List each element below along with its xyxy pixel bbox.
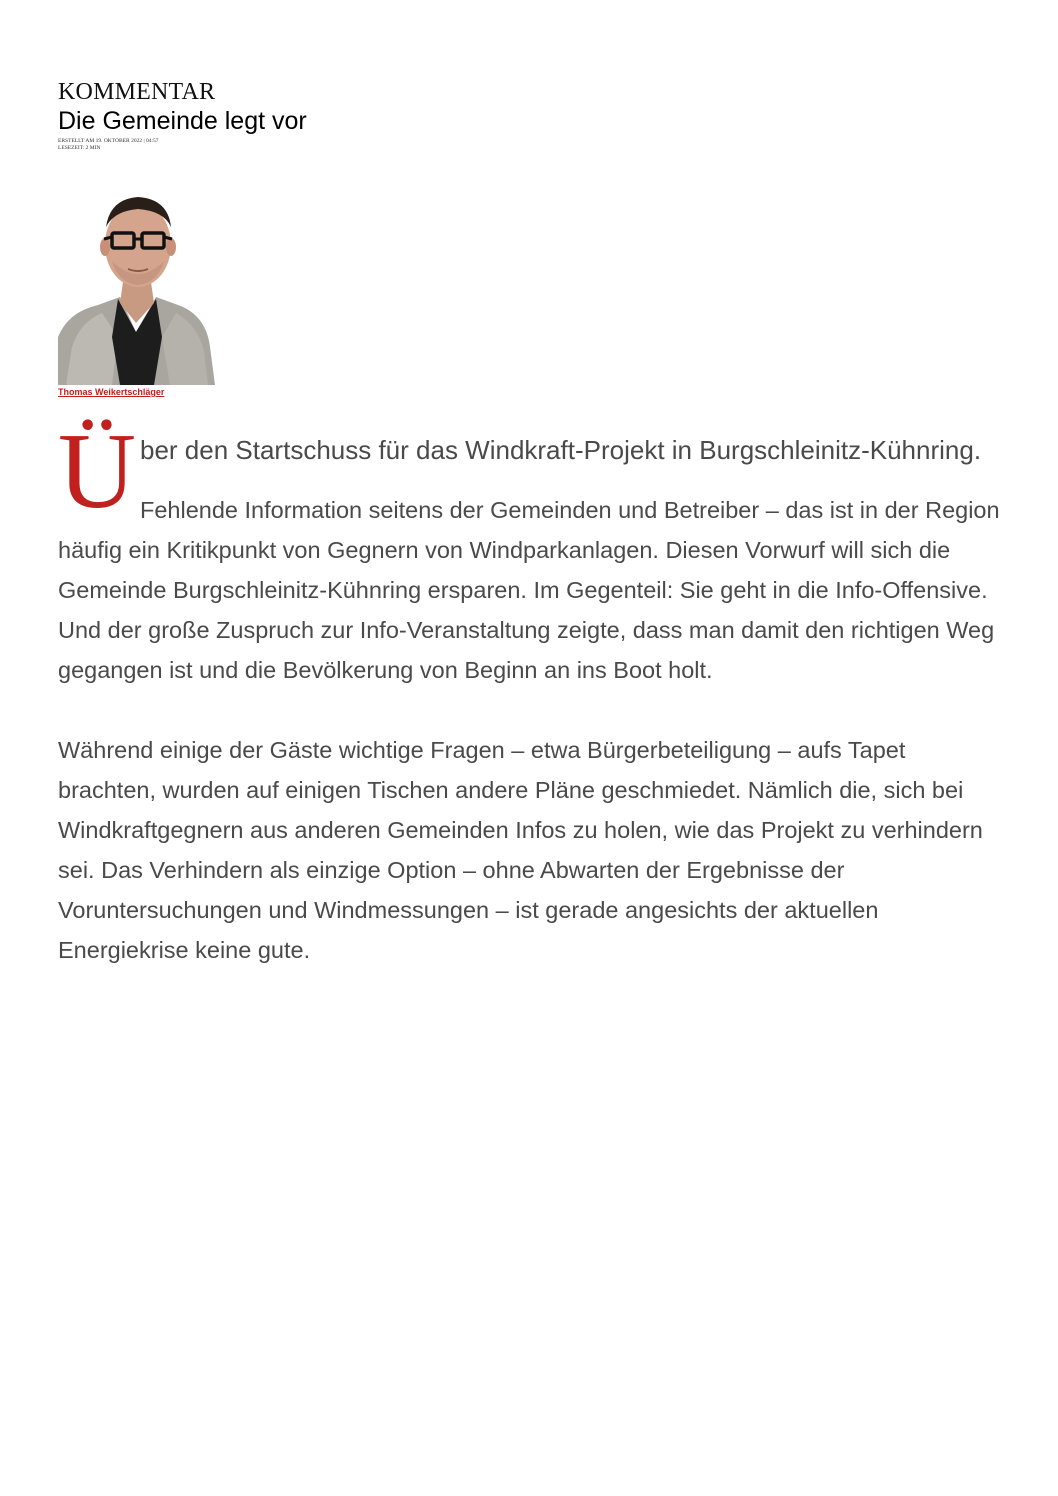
article-kicker: KOMMENTAR: [58, 79, 216, 105]
reading-time: LESEZEIT: 2 MIN: [58, 144, 101, 151]
body-paragraph: Während einige der Gäste wichtige Fragen – etwa Bürgerbeteiligung – aufs Tapet brachten, wurden auf einigen Tischen andere Pläne geschmiedet. Nämlich die, sich bei Windkraftgegnern aus anderen Gemeinden Infos zu holen, wie das Projekt zu verhindern sei. Das Verhindern als einzige Option – ohne Abwarten der Ergebnisse der Voruntersuchungen und Windmessungen – ist gerade angesichts der aktuellen Energiekrise keine gute.: [58, 737, 983, 963]
author-name-link[interactable]: Thomas Weikertschläger: [58, 387, 165, 397]
created-date: ERSTELLT AM 19. OKTOBER 2022 | 04:57: [58, 138, 159, 144]
body-paragraph: Fehlende Information seitens der Gemeinden und Betreiber – das ist in der Region häufig ein Kritikpunkt von Gegnern von Windparkanlagen. Diesen Vorwurf will sich die Gemeinde Burgschleinitz-Kühnring ersparen. Im Gegenteil: Sie geht in die Info-Offensive. Und der große Zuspruch zur Info-Veranstaltung zeigte, dass man damit den richtigen Weg gegangen ist und die Bevölkerung von Beginn an ins Boot holt.: [58, 497, 1000, 683]
lead-text: ber den Startschuss für das Windkraft-Projekt in Burgschleinitz-Kühnring.: [140, 435, 982, 465]
article-meta: [58, 138, 1008, 151]
lead-paragraph: [58, 412, 1008, 531]
article: [58, 78, 1008, 970]
dropcap: Ü: [58, 412, 136, 531]
author-photo: [58, 187, 215, 385]
article-headline: Die Gemeinde legt vor: [58, 107, 307, 135]
